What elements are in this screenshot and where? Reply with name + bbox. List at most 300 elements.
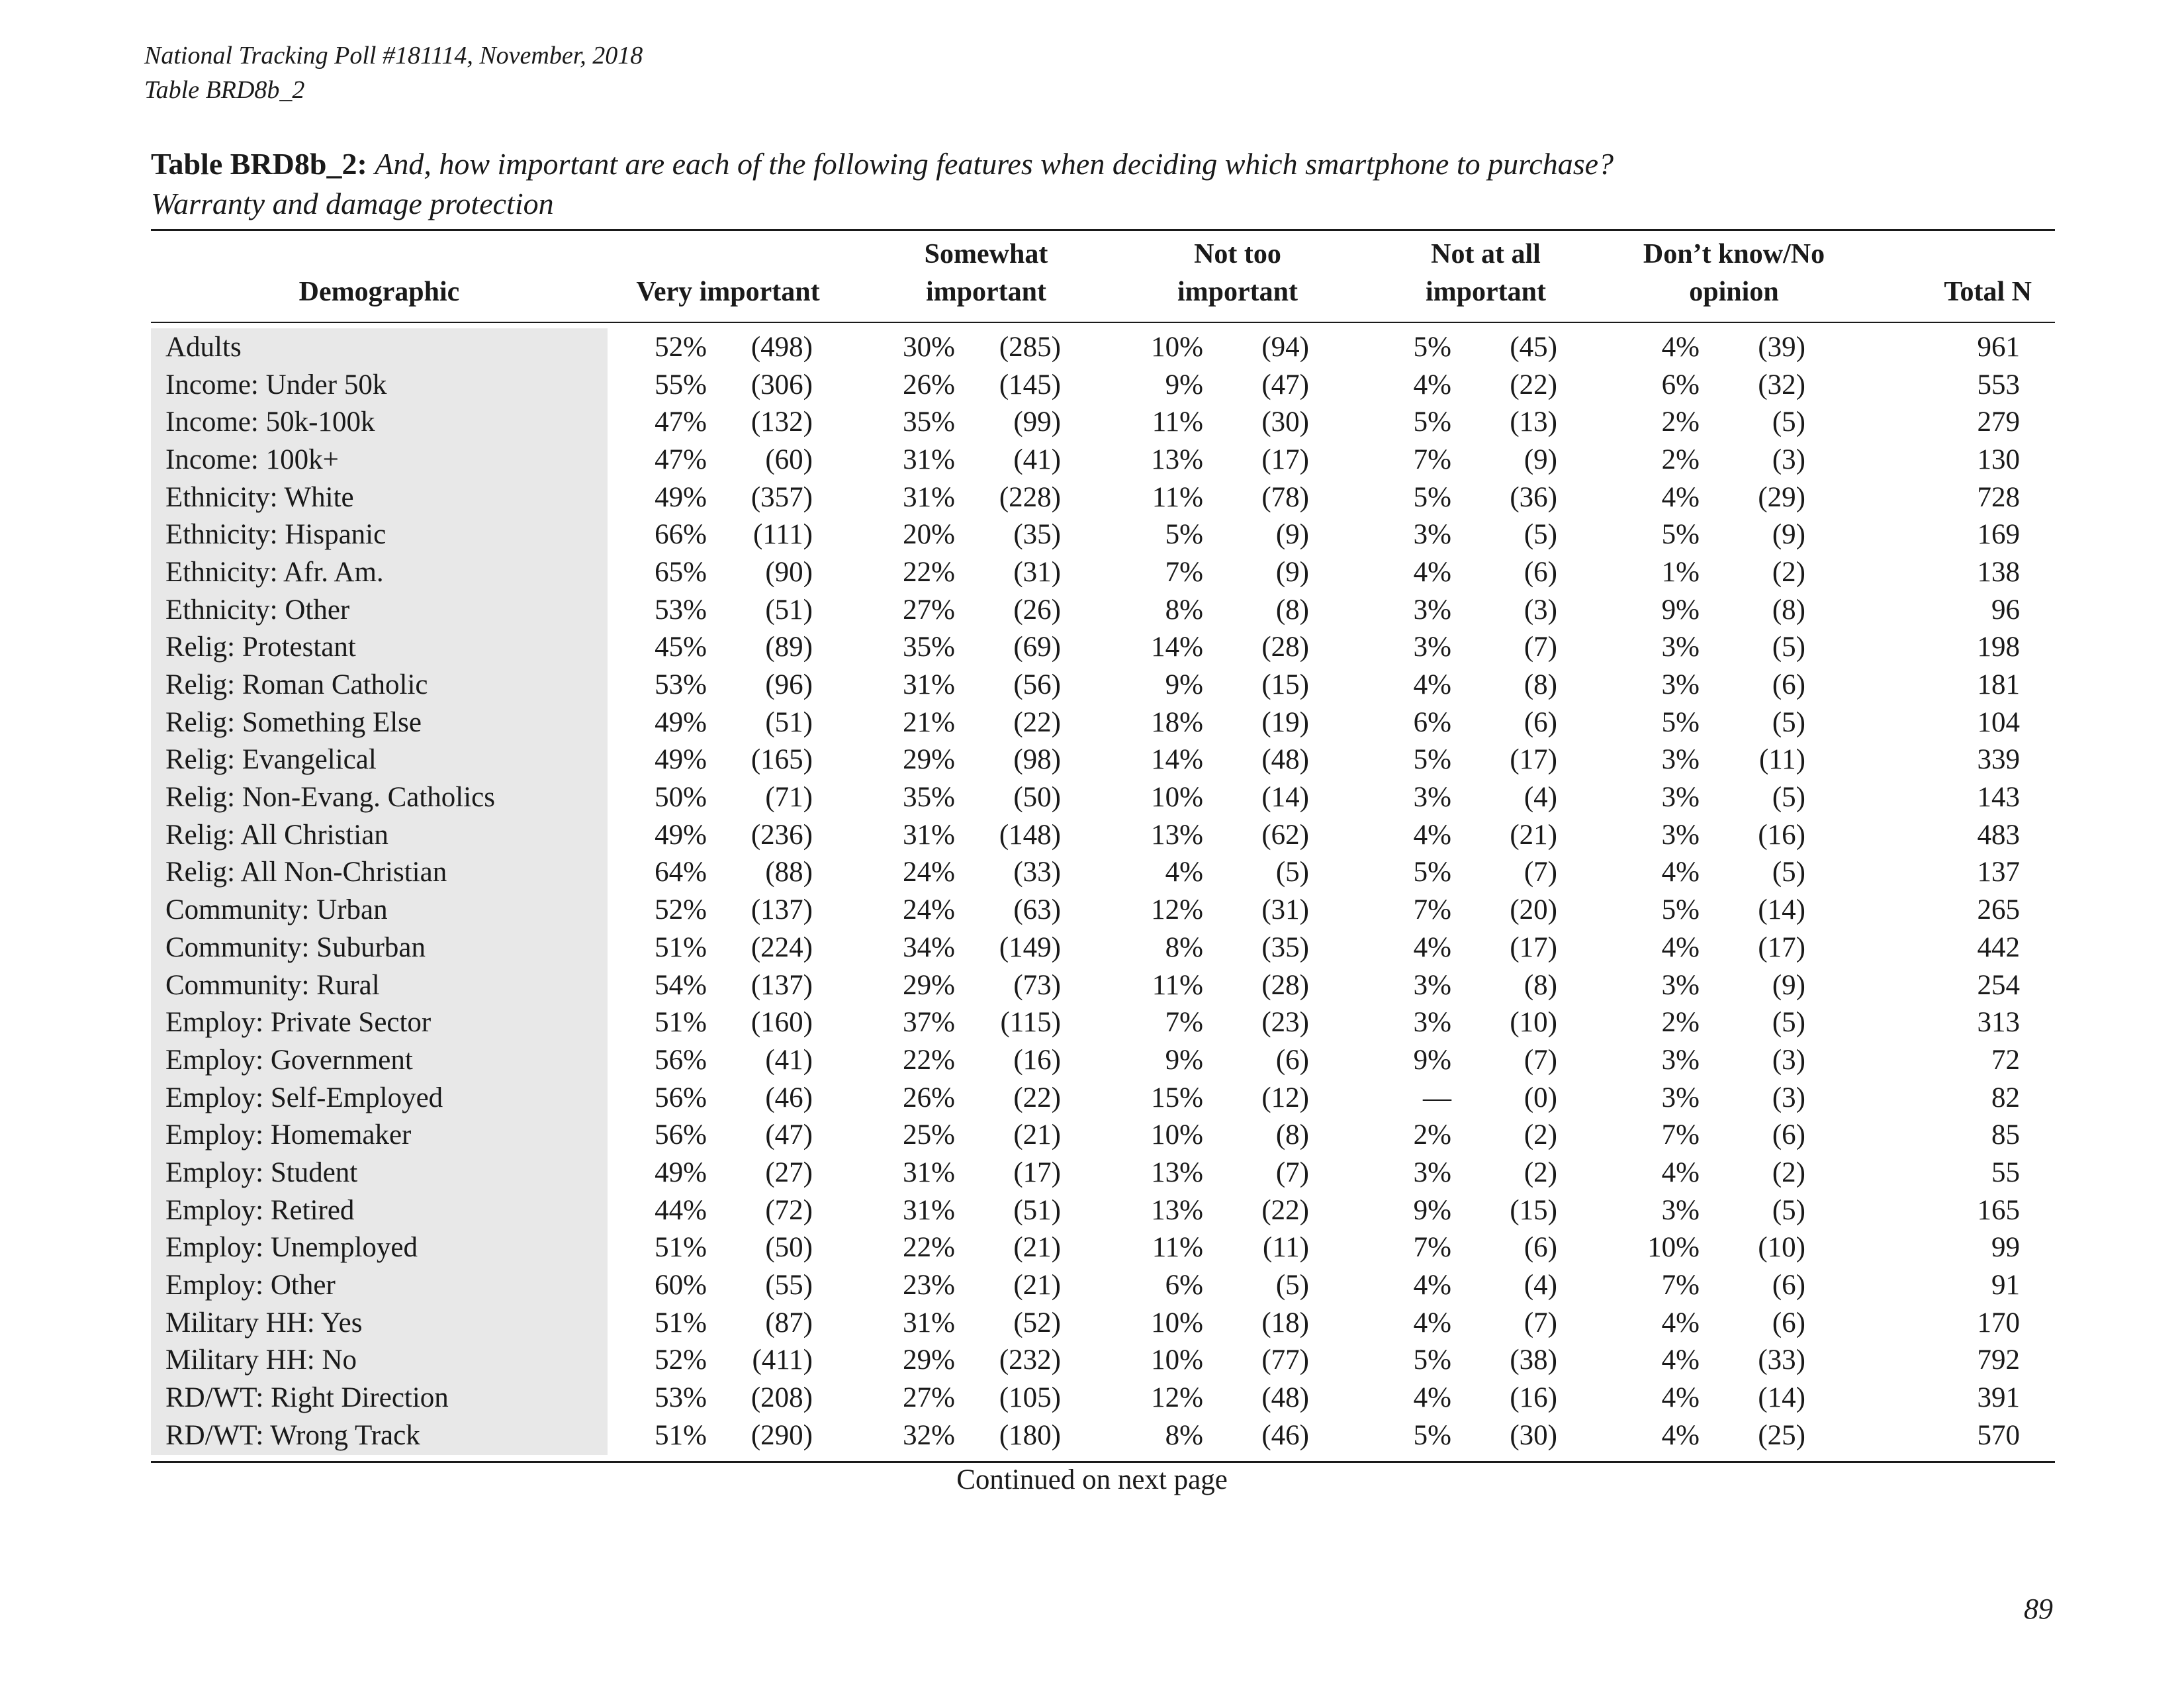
cell-very-pct: 56% <box>655 1082 707 1113</box>
cell-notatall-n: (10) <box>1510 1007 1557 1039</box>
cell-notatall-pct: 9% <box>1413 1044 1451 1076</box>
top-rule <box>151 229 2055 231</box>
cell-somewhat-n: (285) <box>999 331 1061 363</box>
row-demographic-label: Relig: Roman Catholic <box>165 669 428 701</box>
cell-nottoo-n: (35) <box>1261 931 1309 963</box>
cell-very-n: (290) <box>751 1419 813 1451</box>
cell-notatall-pct: 4% <box>1413 931 1451 963</box>
cell-nottoo-n: (11) <box>1262 1232 1309 1264</box>
cell-total-n: 99 <box>1991 1232 2020 1264</box>
cell-total-n: 570 <box>1977 1419 2020 1451</box>
cell-somewhat-pct: 23% <box>903 1270 955 1301</box>
cell-somewhat-n: (105) <box>999 1382 1061 1414</box>
table-row <box>151 479 2020 516</box>
cell-dk-pct: 3% <box>1661 1044 1700 1076</box>
cell-very-n: (137) <box>751 894 813 926</box>
cell-somewhat-n: (26) <box>1013 594 1061 626</box>
cell-nottoo-n: (14) <box>1261 782 1309 814</box>
cell-very-n: (55) <box>765 1270 813 1301</box>
cell-somewhat-pct: 31% <box>903 669 955 701</box>
cell-total-n: 442 <box>1977 931 2020 963</box>
cell-notatall-n: (7) <box>1524 857 1557 888</box>
cell-nottoo-pct: 8% <box>1165 594 1203 626</box>
cell-somewhat-n: (50) <box>1013 782 1061 814</box>
cell-nottoo-n: (31) <box>1261 894 1309 926</box>
cell-very-pct: 64% <box>655 857 707 888</box>
cell-somewhat-n: (33) <box>1013 857 1061 888</box>
cell-notatall-pct: 3% <box>1413 519 1451 551</box>
cell-notatall-pct: 4% <box>1413 369 1451 400</box>
cell-somewhat-pct: 26% <box>903 369 955 400</box>
cell-nottoo-pct: 11% <box>1152 1232 1203 1264</box>
col-header-demographic: Demographic <box>298 277 460 307</box>
cell-nottoo-n: (5) <box>1275 857 1309 888</box>
cell-very-pct: 52% <box>655 894 707 926</box>
cell-nottoo-pct: 12% <box>1151 1382 1203 1414</box>
cell-very-n: (46) <box>765 1082 813 1113</box>
table-row <box>151 553 2020 591</box>
cell-dk-pct: 9% <box>1661 594 1700 626</box>
cell-very-pct: 50% <box>655 782 707 814</box>
row-demographic-label: Employ: Student <box>165 1156 358 1188</box>
cell-total-n: 339 <box>1977 744 2020 776</box>
cell-somewhat-n: (149) <box>999 931 1061 963</box>
cell-somewhat-n: (21) <box>1013 1119 1061 1151</box>
cell-notatall-pct: 3% <box>1413 782 1451 814</box>
table-row <box>151 1266 2020 1304</box>
cell-dk-n: (3) <box>1772 1044 1805 1076</box>
cell-somewhat-n: (115) <box>1000 1007 1061 1039</box>
cell-total-n: 961 <box>1977 331 2020 363</box>
cell-somewhat-pct: 35% <box>903 632 955 663</box>
cell-dk-pct: 4% <box>1661 931 1700 963</box>
table-row <box>151 1342 2020 1380</box>
col-header-not-too-important: Not too important <box>1177 239 1298 307</box>
cell-notatall-n: (13) <box>1510 406 1557 438</box>
cell-notatall-pct: 4% <box>1413 819 1451 851</box>
cell-dk-n: (6) <box>1772 669 1805 701</box>
cell-notatall-pct: 3% <box>1413 1156 1451 1188</box>
cell-somewhat-n: (148) <box>999 819 1061 851</box>
row-demographic-label: Relig: Something Else <box>165 706 422 738</box>
cell-total-n: 85 <box>1991 1119 2020 1151</box>
cell-somewhat-n: (22) <box>1013 706 1061 738</box>
cell-somewhat-pct: 27% <box>903 594 955 626</box>
table-subtitle: Warranty and damage protection <box>151 187 554 220</box>
cell-notatall-n: (20) <box>1510 894 1557 926</box>
table-row <box>151 1229 2020 1267</box>
cell-very-pct: 45% <box>655 632 707 663</box>
cell-notatall-pct: 5% <box>1413 857 1451 888</box>
cell-somewhat-n: (41) <box>1013 444 1061 475</box>
cell-very-pct: 47% <box>655 406 707 438</box>
cell-somewhat-pct: 30% <box>903 331 955 363</box>
cell-somewhat-pct: 31% <box>903 1194 955 1226</box>
table-row <box>151 1116 2020 1154</box>
cell-nottoo-pct: 6% <box>1165 1270 1203 1301</box>
cell-total-n: 91 <box>1991 1270 2020 1301</box>
cell-dk-pct: 2% <box>1661 1007 1700 1039</box>
cell-very-n: (357) <box>751 481 813 513</box>
cell-somewhat-n: (17) <box>1013 1156 1061 1188</box>
cell-nottoo-n: (78) <box>1261 481 1309 513</box>
cell-somewhat-n: (98) <box>1013 744 1061 776</box>
cell-somewhat-pct: 24% <box>903 857 955 888</box>
cell-very-n: (224) <box>751 931 813 963</box>
cell-notatall-pct: 4% <box>1413 1270 1451 1301</box>
cell-somewhat-pct: 35% <box>903 782 955 814</box>
cell-dk-n: (3) <box>1772 444 1805 475</box>
data-table <box>151 328 2020 1454</box>
cell-notatall-n: (36) <box>1510 481 1557 513</box>
cell-notatall-pct: 5% <box>1413 1419 1451 1451</box>
cell-dk-pct: 2% <box>1661 444 1700 475</box>
col-header-very-important: Very important <box>636 277 820 307</box>
cell-nottoo-pct: 9% <box>1165 1044 1203 1076</box>
table-row <box>151 929 2020 966</box>
cell-very-pct: 51% <box>655 1307 707 1338</box>
cell-somewhat-pct: 26% <box>903 1082 955 1113</box>
cell-nottoo-n: (46) <box>1261 1419 1309 1451</box>
cell-dk-pct: 5% <box>1661 519 1700 551</box>
cell-notatall-n: (7) <box>1524 1307 1557 1338</box>
cell-nottoo-pct: 9% <box>1165 669 1203 701</box>
cell-somewhat-pct: 29% <box>903 969 955 1001</box>
table-row <box>151 966 2020 1004</box>
cell-dk-n: (6) <box>1772 1270 1805 1301</box>
cell-total-n: 170 <box>1977 1307 2020 1338</box>
cell-very-n: (236) <box>751 819 813 851</box>
cell-very-pct: 49% <box>655 819 707 851</box>
cell-very-pct: 51% <box>655 931 707 963</box>
cell-dk-pct: 4% <box>1661 1344 1700 1376</box>
cell-dk-pct: 4% <box>1661 481 1700 513</box>
cell-very-n: (88) <box>765 857 813 888</box>
row-demographic-label: RD/WT: Right Direction <box>165 1382 449 1414</box>
col-header-total-n: Total N <box>1944 277 2032 307</box>
cell-nottoo-n: (12) <box>1261 1082 1309 1113</box>
cell-nottoo-n: (47) <box>1261 369 1309 400</box>
cell-very-n: (111) <box>753 519 813 551</box>
table-id: Table BRD8b_2 <box>144 76 305 104</box>
cell-dk-n: (16) <box>1758 819 1805 851</box>
cell-dk-pct: 4% <box>1661 1382 1700 1414</box>
row-demographic-label: Relig: Non-Evang. Catholics <box>165 782 496 814</box>
cell-nottoo-pct: 14% <box>1151 744 1203 776</box>
table-row <box>151 666 2020 704</box>
cell-total-n: 165 <box>1977 1194 2020 1226</box>
cell-nottoo-n: (8) <box>1275 1119 1309 1151</box>
cell-very-pct: 52% <box>655 331 707 363</box>
continued-note: Continued on next page <box>956 1464 1228 1495</box>
running-header <box>144 38 643 107</box>
cell-notatall-pct: 4% <box>1413 1307 1451 1338</box>
cell-notatall-pct: 5% <box>1413 1344 1451 1376</box>
cell-dk-n: (25) <box>1758 1419 1805 1451</box>
table-row <box>151 516 2020 553</box>
cell-notatall-n: (8) <box>1524 669 1557 701</box>
cell-somewhat-pct: 34% <box>903 931 955 963</box>
cell-nottoo-pct: 11% <box>1152 406 1203 438</box>
row-demographic-label: Relig: All Christian <box>165 819 388 851</box>
table-title <box>151 144 1614 224</box>
cell-nottoo-pct: 13% <box>1151 444 1203 475</box>
cell-somewhat-pct: 31% <box>903 819 955 851</box>
cell-very-n: (87) <box>765 1307 813 1338</box>
cell-total-n: 55 <box>1991 1156 2020 1188</box>
cell-somewhat-pct: 22% <box>903 556 955 588</box>
cell-notatall-n: (6) <box>1524 1232 1557 1264</box>
cell-nottoo-n: (23) <box>1261 1007 1309 1039</box>
table-row <box>151 1041 2020 1079</box>
cell-very-n: (96) <box>765 669 813 701</box>
cell-somewhat-n: (21) <box>1013 1270 1061 1301</box>
cell-notatall-pct: 5% <box>1413 331 1451 363</box>
cell-nottoo-pct: 14% <box>1151 632 1203 663</box>
cell-total-n: 143 <box>1977 782 2020 814</box>
cell-nottoo-n: (19) <box>1261 706 1309 738</box>
cell-very-pct: 56% <box>655 1044 707 1076</box>
cell-dk-pct: 4% <box>1661 1156 1700 1188</box>
cell-somewhat-n: (16) <box>1013 1044 1061 1076</box>
cell-very-pct: 51% <box>655 1419 707 1451</box>
cell-nottoo-pct: 7% <box>1165 556 1203 588</box>
cell-notatall-pct: 4% <box>1413 556 1451 588</box>
cell-total-n: 82 <box>1991 1082 2020 1113</box>
cell-very-pct: 49% <box>655 744 707 776</box>
cell-dk-n: (2) <box>1772 556 1805 588</box>
cell-somewhat-pct: 31% <box>903 1156 955 1188</box>
cell-dk-n: (9) <box>1772 519 1805 551</box>
cell-dk-n: (5) <box>1772 782 1805 814</box>
cell-somewhat-n: (228) <box>999 481 1061 513</box>
cell-very-pct: 47% <box>655 444 707 475</box>
row-demographic-label: Relig: All Non-Christian <box>165 857 447 888</box>
cell-very-pct: 53% <box>655 1382 707 1414</box>
cell-dk-n: (14) <box>1758 894 1805 926</box>
cell-notatall-pct: 3% <box>1413 1007 1451 1039</box>
cell-very-n: (411) <box>752 1344 813 1376</box>
header-rule <box>151 322 2055 323</box>
row-demographic-label: Employ: Retired <box>165 1194 355 1226</box>
row-demographic-label: Income: Under 50k <box>165 369 387 400</box>
table-row <box>151 366 2020 404</box>
cell-somewhat-pct: 31% <box>903 1307 955 1338</box>
cell-nottoo-pct: 7% <box>1165 1007 1203 1039</box>
cell-dk-pct: 4% <box>1661 1307 1700 1338</box>
cell-notatall-pct: 5% <box>1413 744 1451 776</box>
cell-somewhat-pct: 22% <box>903 1232 955 1264</box>
cell-total-n: 313 <box>1977 1007 2020 1039</box>
cell-dk-pct: 5% <box>1661 706 1700 738</box>
row-demographic-label: Relig: Protestant <box>165 632 356 663</box>
cell-very-pct: 49% <box>655 706 707 738</box>
cell-dk-pct: 3% <box>1661 969 1700 1001</box>
row-demographic-label: Military HH: No <box>165 1344 357 1376</box>
table-row <box>151 629 2020 667</box>
cell-notatall-n: (6) <box>1524 706 1557 738</box>
cell-very-n: (90) <box>765 556 813 588</box>
cell-total-n: 96 <box>1991 594 2020 626</box>
cell-nottoo-n: (8) <box>1275 594 1309 626</box>
cell-dk-n: (9) <box>1772 969 1805 1001</box>
cell-dk-pct: 7% <box>1661 1270 1700 1301</box>
cell-very-n: (498) <box>751 331 813 363</box>
cell-nottoo-pct: 11% <box>1152 969 1203 1001</box>
cell-very-n: (27) <box>765 1156 813 1188</box>
cell-nottoo-n: (62) <box>1261 819 1309 851</box>
cell-nottoo-n: (15) <box>1261 669 1309 701</box>
cell-notatall-n: (17) <box>1510 744 1557 776</box>
cell-somewhat-pct: 24% <box>903 894 955 926</box>
cell-notatall-n: (4) <box>1524 782 1557 814</box>
row-demographic-label: Income: 100k+ <box>165 444 339 475</box>
cell-total-n: 792 <box>1977 1344 2020 1376</box>
table-row <box>151 328 2020 366</box>
cell-notatall-n: (6) <box>1524 556 1557 588</box>
cell-nottoo-n: (77) <box>1261 1344 1309 1376</box>
cell-dk-n: (10) <box>1758 1232 1805 1264</box>
cell-dk-n: (5) <box>1772 632 1805 663</box>
cell-dk-n: (17) <box>1758 931 1805 963</box>
cell-notatall-pct: 2% <box>1413 1119 1451 1151</box>
cell-dk-n: (33) <box>1758 1344 1805 1376</box>
cell-notatall-n: (2) <box>1524 1156 1557 1188</box>
cell-nottoo-pct: 13% <box>1151 1156 1203 1188</box>
cell-dk-pct: 3% <box>1661 782 1700 814</box>
cell-nottoo-pct: 4% <box>1165 857 1203 888</box>
cell-notatall-n: (8) <box>1524 969 1557 1001</box>
cell-total-n: 553 <box>1977 369 2020 400</box>
cell-notatall-pct: 3% <box>1413 969 1451 1001</box>
cell-nottoo-n: (22) <box>1261 1194 1309 1226</box>
cell-notatall-n: (22) <box>1510 369 1557 400</box>
cell-somewhat-n: (21) <box>1013 1232 1061 1264</box>
row-demographic-label: Adults <box>165 331 242 363</box>
cell-nottoo-pct: 5% <box>1165 519 1203 551</box>
cell-total-n: 198 <box>1977 632 2020 663</box>
cell-very-n: (47) <box>765 1119 813 1151</box>
table-row <box>151 1154 2020 1192</box>
row-demographic-label: Ethnicity: Hispanic <box>165 519 387 551</box>
row-demographic-label: Employ: Homemaker <box>165 1119 412 1151</box>
cell-total-n: 279 <box>1977 406 2020 438</box>
cell-notatall-n: (5) <box>1524 519 1557 551</box>
cell-dk-n: (5) <box>1772 1194 1805 1226</box>
table-row <box>151 891 2020 929</box>
cell-somewhat-pct: 21% <box>903 706 955 738</box>
cell-nottoo-n: (48) <box>1261 744 1309 776</box>
cell-somewhat-n: (31) <box>1013 556 1061 588</box>
cell-total-n: 138 <box>1977 556 2020 588</box>
cell-very-pct: 49% <box>655 481 707 513</box>
cell-total-n: 391 <box>1977 1382 2020 1414</box>
cell-dk-n: (5) <box>1772 1007 1805 1039</box>
cell-somewhat-n: (56) <box>1013 669 1061 701</box>
page-number: 89 <box>2024 1593 2053 1625</box>
cell-notatall-pct: 7% <box>1413 444 1451 475</box>
cell-dk-pct: 1% <box>1661 556 1700 588</box>
cell-total-n: 181 <box>1977 669 2020 701</box>
table-row <box>151 1417 2020 1454</box>
cell-total-n: 483 <box>1977 819 2020 851</box>
cell-somewhat-n: (145) <box>999 369 1061 400</box>
cell-notatall-n: (15) <box>1510 1194 1557 1226</box>
cell-very-n: (89) <box>765 632 813 663</box>
cell-total-n: 137 <box>1977 857 2020 888</box>
cell-somewhat-n: (35) <box>1013 519 1061 551</box>
cell-very-pct: 55% <box>655 369 707 400</box>
poll-name: National Tracking Poll #181114, November, 2018 <box>144 42 643 70</box>
cell-nottoo-n: (9) <box>1275 556 1309 588</box>
cell-nottoo-pct: 8% <box>1165 931 1203 963</box>
cell-nottoo-n: (28) <box>1261 632 1309 663</box>
col-header-not-at-all-important: Not at all important <box>1426 239 1546 307</box>
cell-notatall-n: (2) <box>1524 1119 1557 1151</box>
cell-very-n: (165) <box>751 744 813 776</box>
cell-dk-pct: 10% <box>1647 1232 1700 1264</box>
cell-notatall-n: (3) <box>1524 594 1557 626</box>
cell-very-pct: 49% <box>655 1156 707 1188</box>
cell-total-n: 104 <box>1977 706 2020 738</box>
table-row <box>151 1379 2020 1417</box>
cell-dk-pct: 3% <box>1661 1194 1700 1226</box>
cell-dk-n: (5) <box>1772 706 1805 738</box>
cell-somewhat-pct: 22% <box>903 1044 955 1076</box>
cell-somewhat-pct: 29% <box>903 744 955 776</box>
cell-dk-pct: 7% <box>1661 1119 1700 1151</box>
cell-dk-n: (39) <box>1758 331 1805 363</box>
row-demographic-label: Ethnicity: White <box>165 481 354 513</box>
cell-dk-n: (8) <box>1772 594 1805 626</box>
cell-notatall-n: (17) <box>1510 931 1557 963</box>
cell-nottoo-pct: 10% <box>1151 331 1203 363</box>
col-header-dont-know: Don’t know/No opinion <box>1643 239 1825 307</box>
cell-very-n: (208) <box>751 1382 813 1414</box>
cell-very-pct: 65% <box>655 556 707 588</box>
cell-notatall-n: (30) <box>1510 1419 1557 1451</box>
table-row <box>151 441 2020 479</box>
cell-total-n: 265 <box>1977 894 2020 926</box>
cell-notatall-n: (7) <box>1524 632 1557 663</box>
cell-dk-n: (14) <box>1758 1382 1805 1414</box>
row-demographic-label: Employ: Unemployed <box>165 1232 418 1264</box>
cell-dk-pct: 3% <box>1661 632 1700 663</box>
cell-notatall-n: (9) <box>1524 444 1557 475</box>
cell-dk-n: (5) <box>1772 406 1805 438</box>
cell-very-pct: 56% <box>655 1119 707 1151</box>
cell-nottoo-n: (94) <box>1261 331 1309 363</box>
cell-nottoo-pct: 10% <box>1151 1307 1203 1338</box>
cell-very-n: (132) <box>751 406 813 438</box>
cell-notatall-pct: 5% <box>1413 406 1451 438</box>
cell-nottoo-n: (48) <box>1261 1382 1309 1414</box>
cell-notatall-pct: 7% <box>1413 1232 1451 1264</box>
cell-nottoo-pct: 9% <box>1165 369 1203 400</box>
cell-nottoo-n: (30) <box>1261 406 1309 438</box>
cell-somewhat-pct: 31% <box>903 444 955 475</box>
cell-notatall-pct: 3% <box>1413 632 1451 663</box>
cell-notatall-pct: 4% <box>1413 669 1451 701</box>
cell-very-pct: 51% <box>655 1232 707 1264</box>
cell-notatall-n: (45) <box>1510 331 1557 363</box>
table-row <box>151 1079 2020 1117</box>
cell-notatall-n: (21) <box>1510 819 1557 851</box>
cell-total-n: 728 <box>1977 481 2020 513</box>
cell-notatall-pct: — <box>1423 1082 1451 1113</box>
table-title-label: Table BRD8b_2: <box>151 147 367 181</box>
cell-somewhat-pct: 35% <box>903 406 955 438</box>
